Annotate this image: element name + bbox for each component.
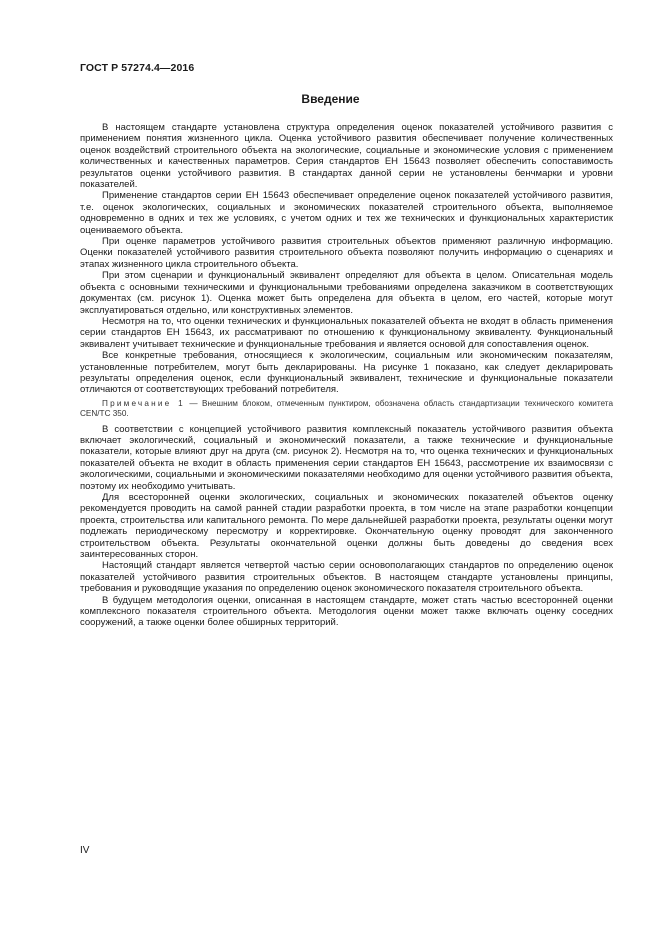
paragraph: Настоящий стандарт является четвертой частью серии основополагающих стандартов по определению оценок показателей устойчивого развития строительных объектов. В настоящем стандарте установлены принципы, требования и руководящие указания по определению оценок экономического показателя строительного объекта.	[80, 560, 613, 595]
paragraph: Применение стандартов серии ЕН 15643 обеспечивает определение оценок показателей устойчивого развития, т.е. оценок экологических, социальных и экономических показателей строительного объекта, выполняемое одновременно в одних и тех же условиях, с учетом одних и тех же технических и функциональных характеристик оцениваемого объекта.	[80, 190, 613, 236]
paragraph: В соответствии с концепцией устойчивого развития комплексный показатель устойчивого развития объекта включает экологический, социальный и экономический показатели, а также технические и функциональные показатели, которые влияют друг на друга (см. рисунок 2). Несмотря на то, что оценка технических и функциональных показателей объекта не входит в область применения серии стандартов ЕН 15643, рассмотрение их взаимосвязи с экологическими, социальными и экономическими показателями необходимо для оценки устойчивого развития объекта, поэтому их необходимо учитывать.	[80, 423, 613, 492]
note	[80, 399, 613, 420]
section-title: Введение	[301, 92, 360, 106]
document-header: ГОСТ Р 57274.4—2016	[80, 62, 195, 74]
paragraph: В будущем методология оценки, описанная в настоящем стандарте, может стать частью всесторонней оценки комплексного показателя строительного объекта. Методология оценки может также включать оценку соседних сооружений, а также оценки более обширных территорий.	[80, 594, 613, 629]
note-text: — Внешним блоком, отмеченным пунктиром, обозначена область стандартизации технического комитета CEN/TC 350.	[80, 398, 613, 419]
paragraph: При этом сценарии и функциональный эквивалент определяют для объекта в целом. Описательная модель объекта с основными техническими и функциональными требованиями определена заказчиком в соответствующих документах (см. рисунок 1). Оценка может быть определена для объекта в целом, его частей, которые могут эксплуатироваться отдельно, или конструктивных элементов.	[80, 270, 613, 316]
paragraph: Несмотря на то, что оценки технических и функциональных показателей объекта не входят в область применения серии стандартов ЕН 15643, их рассматривают по отношению к функциональному эквиваленту. Функциональный эквивалент учитывает технические и функциональные требования и является основой для сопоставления оценок.	[80, 315, 613, 350]
note-label: Примечание 1	[102, 398, 185, 408]
paragraph: В настоящем стандарте установлена структура определения оценок показателей устойчивого развития с применением понятия жизненного цикла. Оценка устойчивого развития обеспечивает получение количественных оценок воздействий строительного объекта на экологические, социальные и экономические условия с применением количественных и качественных параметров. Серия стандартов ЕН 15643 позволяет обеспечить сопоставимость результатов оценки устойчивого развития. В стандартах данной серии не установлены бенчмарки и уровни показателей.	[80, 122, 613, 191]
body-text	[80, 122, 613, 629]
paragraph: При оценке параметров устойчивого развития строительных объектов применяют различную информацию. Оценки показателей устойчивого развития строительного объекта позволяют получить информацию о сценариях и этапах жизненного цикла строительного объекта.	[80, 236, 613, 270]
paragraph: Все конкретные требования, относящиеся к экологическим, социальным или экономическим показателям, установленные потребителем, могут быть декларированы. На рисунке 1 показано, как следует декларировать результаты определения оценок, если функциональный эквивалент, технические и функциональные показатели отличаются от соответствующих требований потребителя.	[80, 350, 613, 396]
paragraph: Для всесторонней оценки экологических, социальных и экономических показателей объектов оценку рекомендуется проводить на самой ранней стадии разработки проекта, в том числе на этапе разработки концепции проекта, строительства или капитального ремонта. По мере дальнейшей разработки проекта, результаты оценки могут подлежать периодическому пересмотру и корректировке. Окончательную оценку проводят для законченного строительством объекта. Результаты окончательной оценки должны быть доведены до сведения всех заинтересованных сторон.	[80, 492, 613, 561]
page-number: IV	[80, 845, 90, 856]
